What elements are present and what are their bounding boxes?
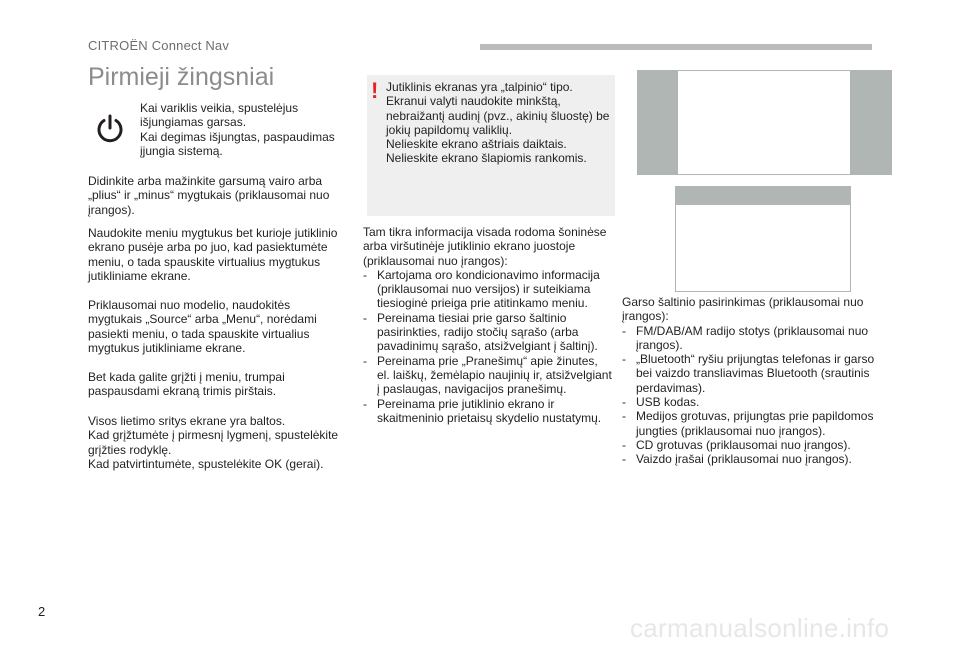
menu-paragraph [88,226,358,283]
text-line: arba viršutinėje jutiklinio ekrano juostoje [363,239,576,254]
text-line: - Kartojama oro kondicionavimo informacija [377,267,600,282]
list-item [622,395,892,409]
info-bar-list [363,268,623,425]
header-label: CITROËN Connect Nav [88,38,230,53]
screen-diagram-touch-area [677,70,851,175]
text-line: nebraižantį audinį (pvz., akinių šluostę) be [386,108,610,123]
text-line: mygtukais „Source“ arba „Menu“, norėdami [88,312,317,327]
volume-paragraph [88,174,358,217]
screen-diagram-top-strip [676,187,850,205]
text-line: Kai degimas išjungtas, paspaudimas [140,129,335,144]
text-line: - FM/DAB/AM radijo stotys (priklausomai nuo [636,323,869,338]
text-line: - Vaizdo įrašai (priklausomai nuo įrangos). [636,452,852,467]
list-item [363,311,623,354]
text-line: jokių papildomų valiklių. [386,122,513,137]
text-line: Priklausomai nuo modelio, naudokitės [88,298,291,312]
text-line: Ekranui valyti naudokite minkštą, [386,94,561,109]
text-line: Visos lietimo sritys ekrane yra baltos. [88,414,286,428]
list-item [622,438,892,452]
text-line: perdavimas). [636,380,706,395]
text-line: - CD grotuvas (priklausomai nuo įrangos). [636,437,851,452]
power-description [140,101,350,158]
text-line: jutikliniame ekrane. [88,268,191,283]
text-line: pavadinimų sąrašo, atsižvelgiant į šaltinį). [377,339,598,354]
touch-areas-paragraph [88,414,358,471]
text-line: į paslaugas, navigacijos pranešimų. [377,382,567,397]
page-number: 2 [38,604,46,619]
text-line: išjungiamas garsas. [140,115,247,130]
text-line: (priklausomai nuo versijos) ir suteikiama [377,282,591,297]
text-line: Bet kada galite grįžti į meniu, trumpai [88,370,285,384]
text-line: (priklausomai nuo įrangos): [363,253,508,268]
text-line: „plius“ ir „minus“ mygtukais (priklausomai nuo [88,188,330,203]
header-bar [480,44,872,50]
list-item [363,354,623,397]
text-line: grįžties rodyklę. [88,442,172,457]
text-line: skaitmeninio prietaisų skydelio nustatymų. [377,410,602,425]
page-title: Pirmieji žingsniai [88,63,275,91]
text-line: meniu, o tada spauskite virtualius mygtukus [88,254,321,269]
warning-icon: ! [371,78,379,103]
watermark-link[interactable]: carmanualsonline.info [630,613,890,643]
text-line: Garso šaltinio pasirinkimas (priklausomai nuo [622,295,864,309]
text-line: įrangos). [636,337,683,352]
text-line: - Medijos grotuvas, prijungtas prie papildomos [636,409,874,424]
text-line: Kai variklis veikia, spustelėjus [140,101,299,115]
text-line: Nelieskite ekrano aštriais daiktais. [386,137,567,152]
text-line: - Pereinama prie „Pranešimų“ apie žinutes, [377,353,598,368]
text-line: Kad grįžtumėte į pirmesnį lygmenį, spustelėkite [88,428,339,443]
text-line: tiesioginė prieiga prie atitinkamo meniu. [377,296,588,311]
text-line: įjungia sistemą. [140,143,223,158]
text-line: bei vaizdo transliavimas Bluetooth (srautinis [636,366,870,381]
text-line: el. laiškų, žemėlapio naujinių ir, atsižvelgiant [377,367,612,382]
list-item [363,268,623,311]
three-finger-paragraph [88,370,358,399]
text-line: Jutiklinis ekranas yra „talpinio“ tipo. [386,80,573,94]
text-line: - „Bluetooth“ ryšiu prijungtas telefonas ir garso [636,352,875,367]
list-item [622,452,892,466]
text-line: - Pereinama tiesiai prie garso šaltinio [377,310,567,325]
text-line: Naudokite meniu mygtukus bet kurioje jutiklinio [88,226,338,240]
warning-text [386,80,612,166]
text-line: įrangos). [88,202,135,217]
text-line: Tam tikra informacija visada rodoma šoninėse [363,225,607,239]
info-bar-section [363,225,623,425]
list-item [622,324,892,353]
text-line: paspausdami ekraną trimis pirštais. [88,384,277,399]
screen-diagram-sidebars [637,70,892,175]
source-menu-paragraph [88,298,358,355]
text-line: pasiekti meniu, o tada spauskite virtualius [88,326,310,341]
screen-diagram-topbar [675,186,851,292]
text-line: - USB kodas. [636,395,700,410]
text-line: Nelieskite ekrano šlapiomis rankomis. [386,151,587,166]
list-item [622,409,892,438]
power-icon [93,112,127,146]
text-line: Didinkite arba mažinkite garsumą vairo arba [88,174,323,188]
audio-source-section [622,295,892,467]
text-line: pasirinkties, radijo stočių sąrašo (arba [377,325,579,340]
text-line: įrangos): [622,309,669,324]
text-line: jungties (priklausomai nuo įrangos). [636,423,826,438]
text-line: mygtukus jutikliniame ekrane. [88,340,246,355]
text-line: Kad patvirtintumėte, spustelėkite OK (gerai). [88,456,324,471]
text-line: ekrano pusėje arba po juo, kad pasiektumėte [88,240,328,255]
audio-source-list [622,324,892,467]
list-item [363,397,623,426]
text-line: - Pereinama prie jutiklinio ekrano ir [377,396,555,411]
list-item [622,352,892,395]
